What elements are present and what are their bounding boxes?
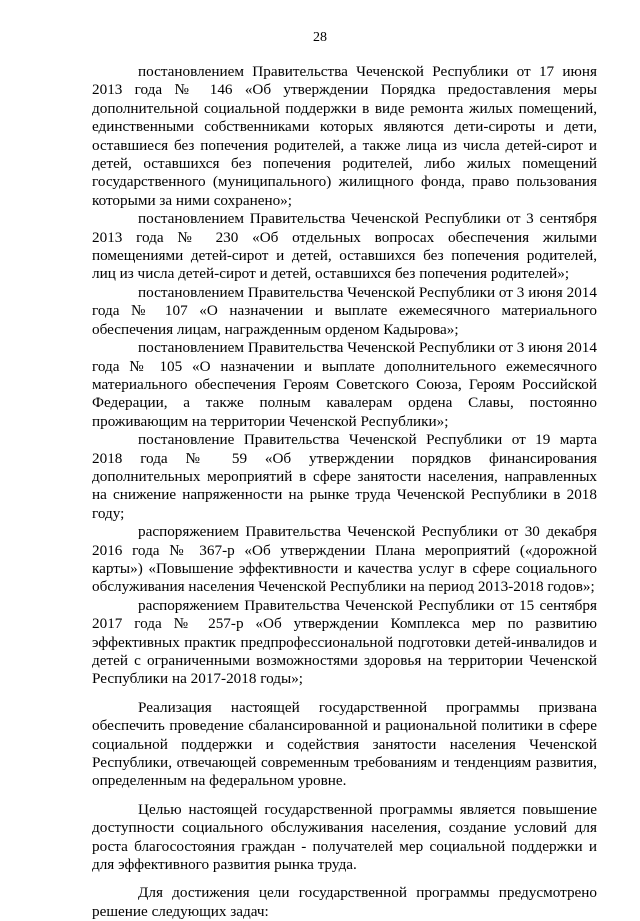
paragraph-resolution-59: постановление Правительства Чеченской Республики от 19 марта 2018 года № 59 «Об утверждении порядков финансирования дополнительных мероприятий в сфере занятости населения, направленных на снижение напряженности на рынке труда Чеченской Республики в 2018 году; (92, 431, 597, 522)
paragraph-order-367r: распоряжением Правительства Чеченской Республики от 30 декабря 2016 года № 367-р «Об утверждении Плана мероприятий («дорожной карты») «Повышение эффективности и качества услуг в сфере социального обслуживания населения Чеченской Республики на период 2013-2018 годов»; (92, 523, 597, 596)
paragraph-program-goal: Целью настоящей государственной программы является повышение доступности социального обслуживания населения, создание условий для роста благосостояния граждан - получателей мер социальной поддержки и для эффективного развития рынка труда. (92, 800, 597, 874)
paragraph-program-tasks: Для достижения цели государственной программы предусмотрено решение следующих задач: (92, 884, 597, 920)
paragraph-resolution-146: постановлением Правительства Чеченской Республики от 17 июня 2013 года № 146 «Об утверждении Порядка предоставления меры дополнительной социальной поддержки в виде ремонта жилых помещений, единственными собственниками которых являются дети-сироты и дети, оставшиеся без попечения родителей, а также лица из числа детей-сирот и детей, оставшихся без попечения родителей, либо жилых помещений государственного (муниципального) жилищного фонда, право пользования которыми за ними сохранено»; (92, 63, 597, 209)
page-number: 28 (313, 30, 327, 45)
paragraph-resolution-107: постановлением Правительства Чеченской Республики от 3 июня 2014 года № 107 «О назначении и выплате ежемесячного материального обеспечения лицам, награжденным орденом Кадырова»; (92, 283, 597, 338)
document-body (92, 63, 597, 921)
paragraph-resolution-105: постановлением Правительства Чеченской Республики от 3 июня 2014 года № 105 «О назначении и выплате дополнительного ежемесячного материального обеспечения Героям Советского Союза, Героям Российской Федерации, а также полным кавалерам ордена Славы, постоянно проживающим на территории Чеченской Республики»; (92, 339, 597, 430)
paragraph-order-257r: распоряжением Правительства Чеченской Республики от 15 сентября 2017 года № 257-р «Об утверждении Комплекса мер по развитию эффективных практик предпрофессиональной подготовки детей-инвалидов и детей с ограниченными возможностями здоровья на территории Чеченской Республики на 2017-2018 годы»; (92, 596, 597, 688)
paragraph-program-purpose: Реализация настоящей государственной программы призвана обеспечить проведение сбалансированной и рациональной политики в сфере социальной поддержки и содействия занятости населения Чеченской Республики, отвечающей современным требованиям и тенденциям развития, определенным на федеральном уровне. (92, 698, 597, 790)
paragraph-resolution-230: постановлением Правительства Чеченской Республики от 3 сентября 2013 года № 230 «Об отдельных вопросах обеспечения жилыми помещениями детей-сирот и детей, оставшихся без попечения родителей, лиц из числа детей-сирот и детей, оставшихся без попечения родителей»; (92, 210, 597, 283)
